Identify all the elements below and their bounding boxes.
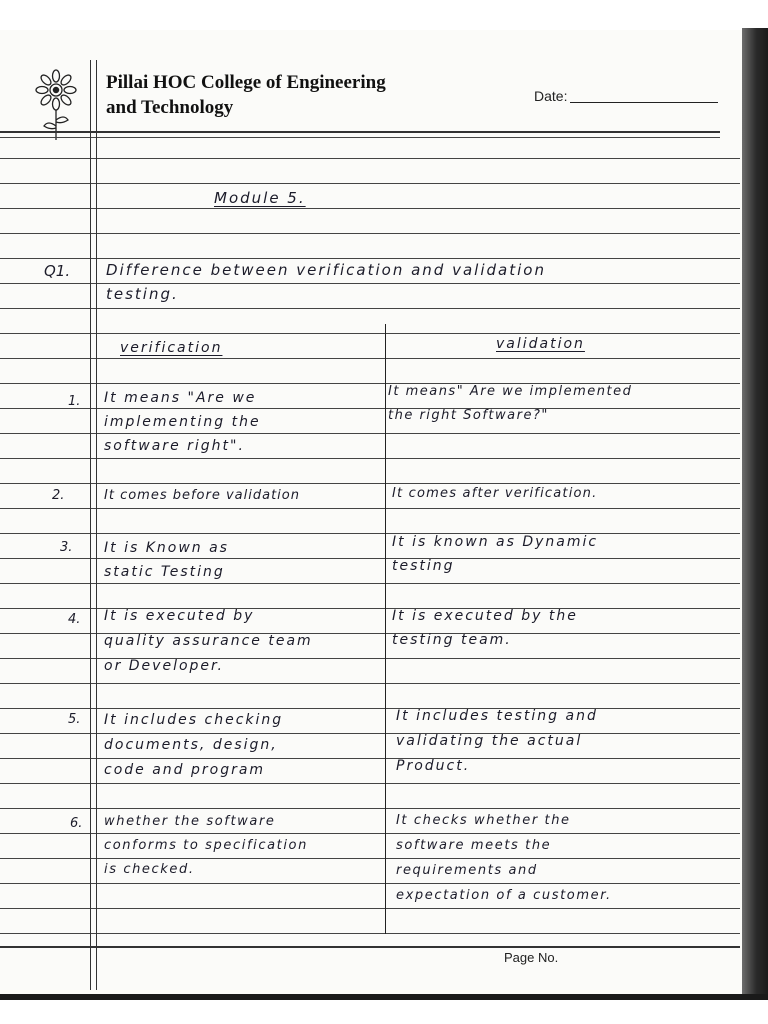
validation-cell: It comes after verification. xyxy=(392,486,598,501)
validation-cell: It is executed by the testing team. xyxy=(392,608,578,648)
validation-cell: It is known as Dynamic testing xyxy=(392,534,599,574)
verification-cell: It is executed by quality assurance team or Developer. xyxy=(104,608,313,674)
date-line xyxy=(570,102,718,103)
row-number: 5. xyxy=(68,712,81,727)
validation-cell: It means" Are we implemented the right Software?" xyxy=(388,384,633,423)
verification-cell: It means "Are we implementing the software right". xyxy=(104,390,261,454)
date-label: Date: xyxy=(534,88,568,104)
page-bottom-edge xyxy=(0,994,768,1000)
verification-cell: It comes before validation xyxy=(104,488,300,503)
page-binding-shadow xyxy=(742,28,768,1000)
validation-cell: It checks whether the software meets the requirements and expectation of a customer. xyxy=(396,813,612,903)
verification-cell: It is Known as static Testing xyxy=(104,540,229,580)
question-number: Q1. xyxy=(44,262,71,280)
row-number: 4. xyxy=(68,612,81,627)
question-text: Difference between verification and validation testing. xyxy=(106,261,546,303)
table-header-validation: validation xyxy=(496,336,585,352)
college-name: Pillai HOC College of Engineering and Technology xyxy=(106,72,386,118)
row-number: 1. xyxy=(68,394,81,409)
page-number-label: Page No. xyxy=(504,950,559,965)
row-number: 2. xyxy=(52,488,65,503)
verification-cell: It includes checking documents, design, code and program xyxy=(104,712,284,778)
validation-cell: It includes testing and validating the actual Product. xyxy=(396,708,598,774)
row-number: 3. xyxy=(60,540,73,555)
table-header-verification: verification xyxy=(120,340,223,356)
module-title: Module 5. xyxy=(214,189,306,207)
verification-cell: whether the software conforms to specification is checked. xyxy=(104,814,308,877)
row-number: 6. xyxy=(70,816,83,831)
